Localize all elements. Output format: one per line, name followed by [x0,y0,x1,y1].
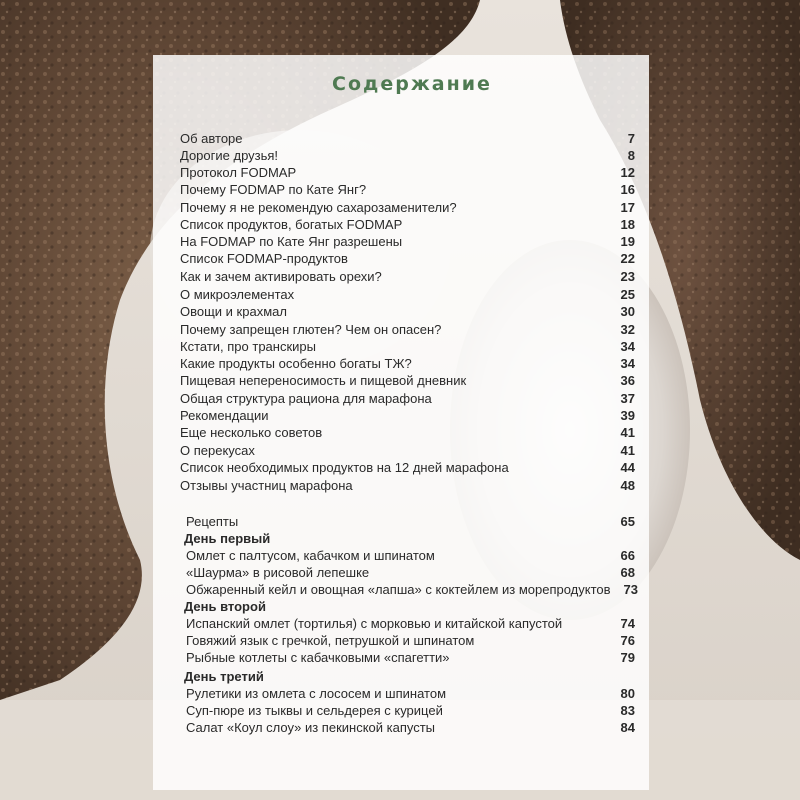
toc-entry-page: 76 [620,633,635,648]
toc-entry[interactable] [0,233,800,251]
toc-entry[interactable] [0,250,800,268]
toc-entry[interactable] [0,216,800,234]
toc-entry[interactable] [0,164,800,182]
toc-entry-title: Рецепты [186,514,239,529]
toc-entry-page: 36 [620,373,635,388]
toc-entry-page: 48 [620,478,635,493]
toc-entry[interactable] [0,685,800,703]
toc-entry-page: 41 [620,425,635,440]
toc-entry-page: 22 [620,251,635,266]
toc-entry[interactable] [0,321,800,339]
toc-entry[interactable] [0,130,800,148]
page-title: Содержание [332,73,492,95]
toc-entry-page: 25 [620,287,635,302]
toc-entry-page: 30 [620,304,635,319]
toc-entry-title: Кстати, про транскиры [180,339,316,354]
toc-entry-page: 12 [620,165,635,180]
toc-entry-title: Рекомендации [180,408,269,423]
toc-entry[interactable] [0,615,800,633]
toc-entry[interactable] [0,338,800,356]
toc-entry-page: 68 [620,565,635,580]
toc-entry-page: 17 [620,200,635,215]
toc-entry-title: Об авторе [180,131,243,146]
toc-entry[interactable] [0,286,800,304]
toc-entry[interactable] [0,649,800,667]
toc-entry[interactable] [0,407,800,425]
toc-heading-title: День второй [184,599,266,614]
toc-entry-page: 79 [620,650,635,665]
toc-entry-title: Почему FODMAP по Кате Янг? [180,182,367,197]
toc-entry[interactable] [0,459,800,477]
toc-entry-title: Обжаренный кейл и овощная «лапша» с коктейлем из морепродуктов [186,582,611,597]
toc-entry[interactable] [0,547,800,565]
toc-entry-title: Как и зачем активировать орехи? [180,269,382,284]
toc-entry[interactable] [0,632,800,650]
toc-entry-title: Какие продукты особенно богаты ТЖ? [180,356,412,371]
toc-entry-title: На FODMAP по Кате Янг разрешены [180,234,403,249]
toc-entry-title: О перекусах [180,443,255,458]
toc-entry-title: Отзывы участниц марафона [180,478,353,493]
toc-entry-page: 66 [620,548,635,563]
toc-day-heading [0,668,800,686]
toc-entry-page: 80 [620,686,635,701]
toc-entry-title: Почему я не рекомендую сахарозаменители? [180,200,457,215]
toc-entry-page: 34 [620,356,635,371]
toc-day-heading [0,530,800,548]
toc-entry[interactable] [0,424,800,442]
toc-entry[interactable] [0,390,800,408]
toc-entry[interactable] [0,442,800,460]
toc-entry-page: 84 [620,720,635,735]
toc-entry-page: 83 [620,703,635,718]
toc-entry[interactable] [0,581,800,599]
toc-entry[interactable] [0,199,800,217]
toc-entry-page: 37 [620,391,635,406]
toc-entry-page: 18 [620,217,635,232]
toc-entry-title: Омлет с палтусом, кабачком и шпинатом [186,548,435,563]
toc-heading-title: День первый [184,531,271,546]
toc-entry-page: 65 [620,514,635,529]
toc-entry[interactable] [0,268,800,286]
toc-entry-page: 32 [620,322,635,337]
toc-heading-title: День третий [184,669,264,684]
toc-entry-title: Салат «Коул слоу» из пекинской капусты [186,720,436,735]
toc-entry-page: 23 [620,269,635,284]
toc-entry[interactable] [0,477,800,495]
toc-entry-title: Список FODMAP-продуктов [180,251,348,266]
toc-entry-title: Список необходимых продуктов на 12 дней марафона [180,460,509,475]
toc-entry-title: Пищевая непереносимость и пищевой дневник [180,373,467,388]
toc-section-recipes[interactable] [0,513,800,531]
toc-entry[interactable] [0,355,800,373]
toc-entry[interactable] [0,564,800,582]
toc-entry-page: 16 [620,182,635,197]
toc-entry-title: О микроэлементах [180,287,295,302]
toc-entry[interactable] [0,147,800,165]
toc-entry-title: Общая структура рациона для марафона [180,391,432,406]
toc-entry-title: Почему запрещен глютен? Чем он опасен? [180,322,442,337]
toc-entry-page: 39 [620,408,635,423]
toc-entry-title: Испанский омлет (тортилья) с морковью и китайской капустой [186,616,563,631]
toc-entry[interactable] [0,719,800,737]
toc-entry-title: Список продуктов, богатых FODMAP [180,217,403,232]
toc-entry-page: 34 [620,339,635,354]
toc-entry-title: Овощи и крахмал [180,304,287,319]
toc-entry[interactable] [0,372,800,390]
toc-entry-title: Рыбные котлеты с кабачковыми «спагетти» [186,650,450,665]
toc-entry-page: 8 [627,148,635,163]
toc-entry-title: «Шаурма» в рисовой лепешке [186,565,370,580]
toc-entry[interactable] [0,303,800,321]
toc-entry-page: 19 [620,234,635,249]
toc-entry[interactable] [0,702,800,720]
toc-entry-title: Говяжий язык с гречкой, петрушкой и шпинатом [186,633,475,648]
toc-entry-title: Дорогие друзья! [180,148,279,163]
toc-entry-title: Протокол FODMAP [180,165,297,180]
toc-entry-title: Еще несколько советов [180,425,323,440]
toc-entry-page: 41 [620,443,635,458]
toc-entry-title: Рулетики из омлета с лососем и шпинатом [186,686,447,701]
toc-entry[interactable] [0,181,800,199]
toc-entry-page: 44 [620,460,635,475]
toc-entry-title: Суп-пюре из тыквы и сельдерея с курицей [186,703,443,718]
toc-entry-page: 73 [623,582,638,597]
toc-entry-page: 7 [627,131,635,146]
toc-day-heading [0,598,800,616]
toc-entry-page: 74 [620,616,635,631]
